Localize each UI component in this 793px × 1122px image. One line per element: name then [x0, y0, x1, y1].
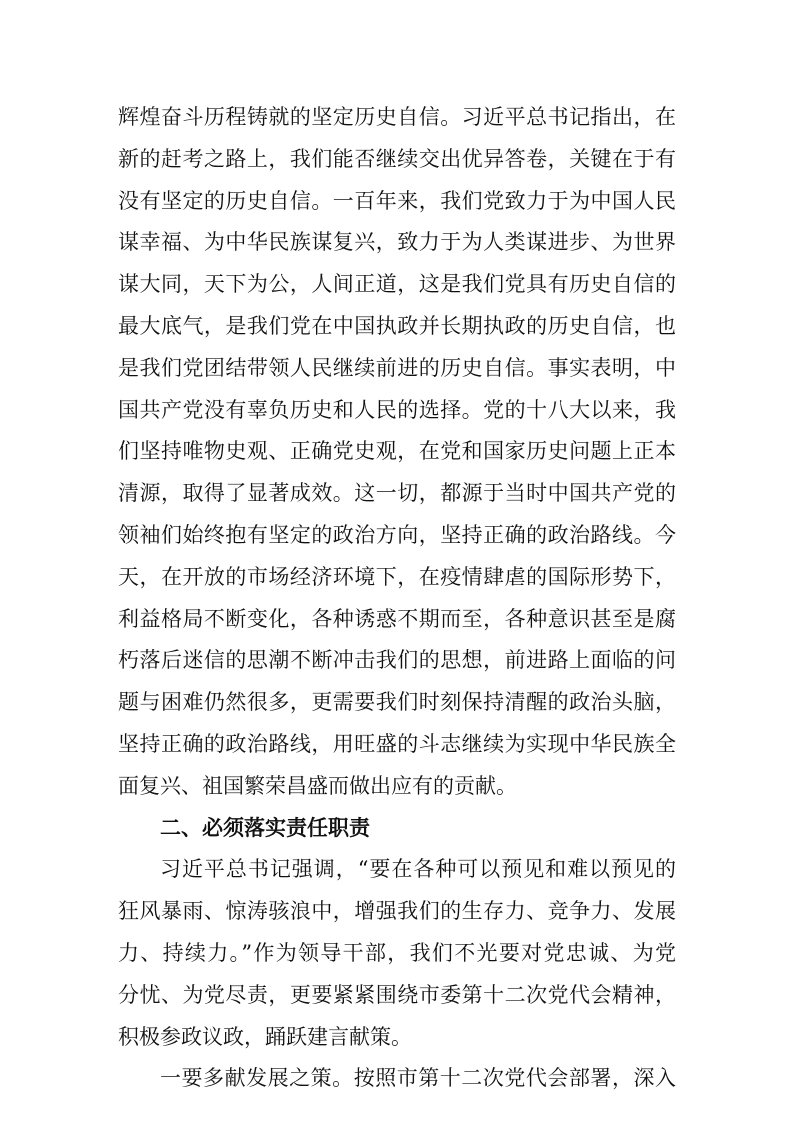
text-line: 利益格局不断变化，各种诱惑不期而至，各种意识甚至是腐	[118, 606, 676, 631]
text-line: 谋大同，天下为公，人间正道，这是我们党具有历史自信的	[118, 272, 676, 297]
text-line: 习近平总书记强调，“要在各种可以预见和难以预见的	[160, 857, 676, 882]
text-line: 狂风暴雨、惊涛骇浪中，增强我们的生存力、竞争力、发展	[118, 899, 676, 924]
text-line: 朽落后迷信的思潮不断冲击我们的思想，前进路上面临的问	[118, 648, 676, 673]
section-heading: 二、必须落实责任职责	[160, 815, 370, 840]
paragraph-responsibility	[118, 849, 676, 1058]
text-line: 题与困难仍然很多，更需要我们时刻保持清醒的政治头脑，	[118, 690, 676, 715]
document-page	[118, 97, 676, 1100]
text-line: 坚持正确的政治路线，用旺盛的斗志继续为实现中华民族全	[118, 731, 676, 756]
text-line: 新的赶考之路上，我们能否继续交出优异答卷，关键在于有	[118, 146, 676, 171]
text-line: 辉煌奋斗历程铸就的坚定历史自信。习近平总书记指出，在	[118, 105, 676, 129]
paragraph-history-confidence	[118, 97, 676, 808]
text-line: 积极参政议政，踊跃建言献策。	[118, 1024, 412, 1049]
text-line: 一要多献发展之策。按照市第十二次党代会部署，深入	[160, 1066, 676, 1091]
text-line: 力、持续力。”作为领导干部，我们不光要对党忠诚、为党	[118, 940, 676, 965]
text-line: 分忧、为党尽责，更要紧紧围绕市委第十二次党代会精神，	[118, 982, 676, 1007]
text-line: 清源，取得了显著成效。这一切，都源于当时中国共产党的	[118, 481, 676, 506]
text-line: 们坚持唯物史观、正确党史观，在党和国家历史问题上正本	[118, 439, 676, 464]
text-line: 面复兴、祖国繁荣昌盛而做出应有的贡献。	[118, 773, 517, 798]
text-line: 国共产党没有辜负历史和人民的选择。党的十八大以来，我	[118, 397, 676, 422]
text-line: 是我们党团结带领人民继续前进的历史自信。事实表明，中	[118, 355, 676, 380]
paragraph-development	[118, 1058, 676, 1100]
text-line: 最大底气，是我们党在中国执政并长期执政的历史自信，也	[118, 313, 676, 338]
text-line: 天，在开放的市场经济环境下，在疫情肆虐的国际形势下，	[118, 564, 676, 589]
text-line: 没有坚定的历史自信。一百年来，我们党致力于为中国人民	[118, 188, 676, 213]
text-line: 谋幸福、为中华民族谋复兴，致力于为人类谋进步、为世界	[118, 230, 676, 255]
text-line: 领袖们始终抱有坚定的政治方向，坚持正确的政治路线。今	[118, 522, 676, 547]
